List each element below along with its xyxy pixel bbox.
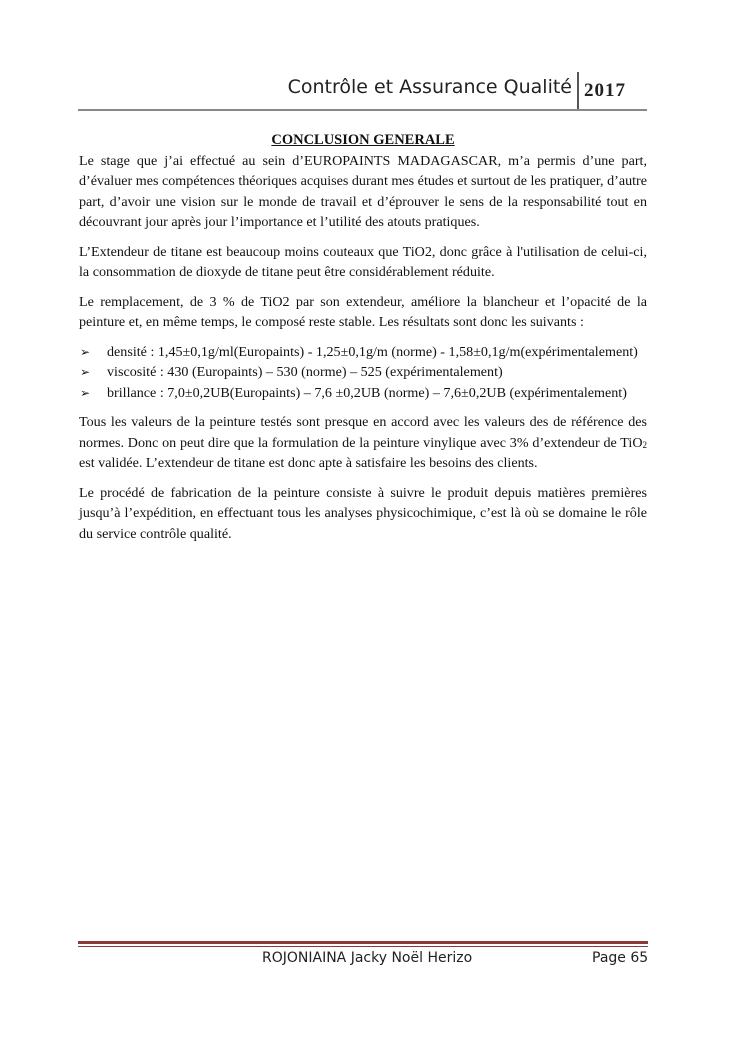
header-title: Contrôle et Assurance Qualité — [287, 76, 572, 98]
header-separator — [577, 72, 579, 109]
list-item — [79, 362, 647, 383]
document-body — [79, 130, 647, 553]
list-item-text: brillance : 7,0±0,2UB(Europaints) – 7,6 ±0,2UB (norme) – 7,6±0,2UB (expérimentalement) — [107, 384, 627, 401]
arrow-bullet-icon: ➢ — [80, 385, 91, 400]
results-list — [79, 342, 647, 404]
arrow-bullet-icon: ➢ — [80, 344, 91, 359]
page-header — [78, 72, 647, 110]
footer-author: ROJONIAINA Jacky Noël Herizo — [262, 950, 473, 966]
subscript-2: 2 — [642, 439, 647, 450]
list-item-text: viscosité : 430 (Europaints) – 530 (norme) – 525 (expérimentalement) — [107, 364, 503, 380]
paragraph-4-text-a: Tous les valeurs de la peinture testés sont presque en accord avec les valeurs des de référence des normes. Donc on peut dire que la formulation de la peinture vinylique avec 3% d’extendeur de TiO — [79, 414, 647, 451]
list-item-text: densité : 1,45±0,1g/ml(Europaints) - 1,25±0,1g/m (norme) - 1,58±0,1g/m(expérimentalement) — [107, 343, 638, 360]
header-rule — [78, 109, 647, 111]
paragraph-4-text-b: est validée. L’extendeur de titane est donc apte à satisfaire les besoins des clients. — [79, 455, 538, 471]
paragraph-5: Le procédé de fabrication de la peinture consiste à suivre le produit depuis matières premières jusqu’à l’expédition, en effectuant tous les analyses physicochimique, c’est là où se domaine le rôle du service contrôle qualité. — [79, 484, 647, 542]
paragraph-3: Le remplacement, de 3 % de TiO2 par son extendeur, améliore la blancheur et l’opacité de la peinture et, en même temps, le composé reste stable. Les résultats sont donc les suivants : — [79, 293, 647, 330]
paragraph-2: L’Extendeur de titane est beaucoup moins couteaux que TiO2, donc grâce à l'utilisation de celui-ci, la consommation de dioxyde de titane peut être considérablement réduite. — [79, 243, 647, 280]
footer-page-number: Page 65 — [592, 950, 649, 966]
footer-rule-thick — [78, 941, 648, 944]
paragraph-1: Le stage que j’ai effectué au sein d’EUROPAINTS MADAGASCAR, m’a permis d’une part, d’évaluer mes compétences théoriques acquises durant mes études et surtout de les pratiquer, d’autre part, d’avoir une vision sur le monde de travail et d’éprouver le sens de la responsabilité tout en découvrant jour après jour l’importance et l’utilité des atouts pratiques. — [79, 152, 647, 230]
header-year: 2017 — [584, 80, 626, 101]
section-title: CONCLUSION GENERALE — [271, 132, 455, 148]
paragraph-4 — [79, 412, 647, 474]
arrow-bullet-icon: ➢ — [80, 365, 91, 379]
list-item — [79, 342, 647, 363]
footer-rule-thin — [78, 946, 648, 947]
list-item — [79, 383, 647, 404]
